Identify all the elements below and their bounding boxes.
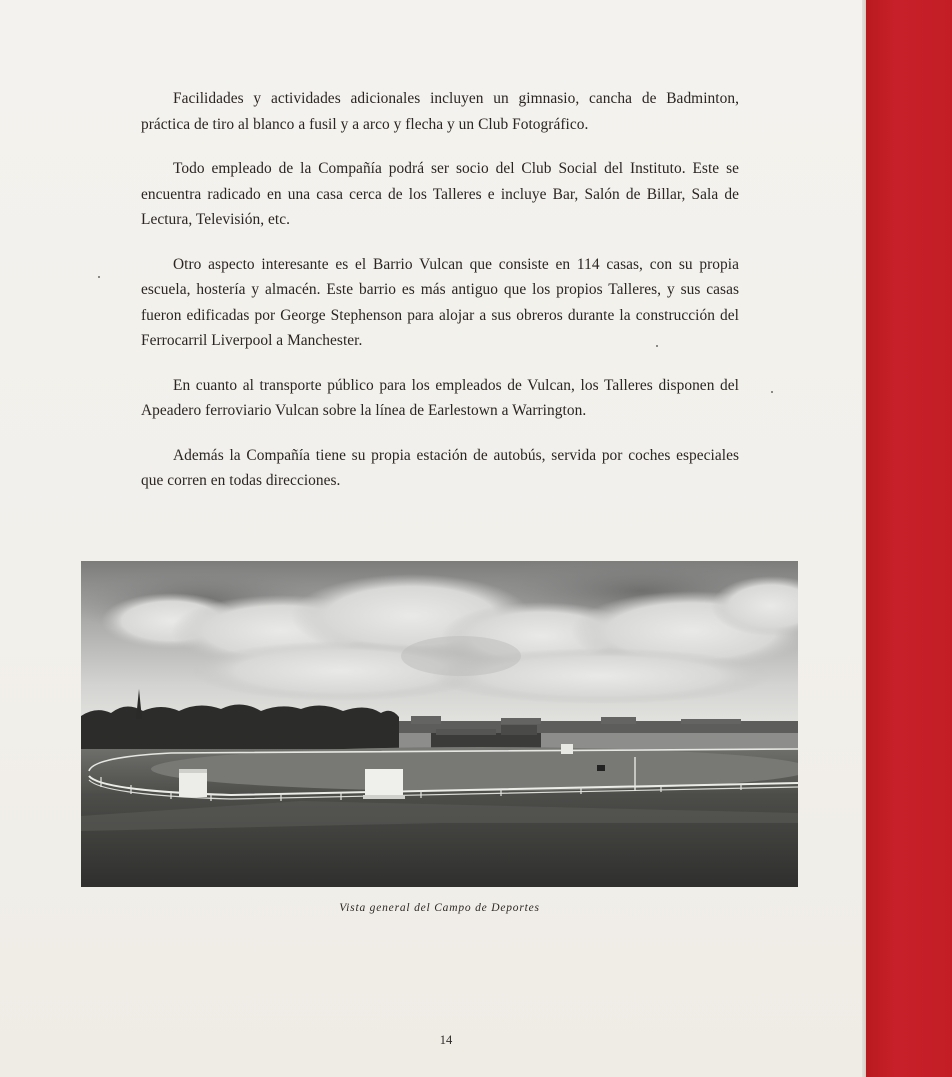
paragraph-bus-station: Además la Compañía tiene su propia estación de autobús, servida por coches especiales que corren en todas direcciones. — [141, 446, 739, 489]
red-cover-edge — [866, 0, 952, 1077]
photo-caption: Vista general del Campo de Deportes — [339, 902, 540, 914]
paragraph-social-club: Todo empleado de la Compañía podrá ser socio del Club Social del Instituto. Este se encuentra radicado en una casa cerca de los Talleres e incluye Bar, Salón de Billar, Sala de Lectura, Televisión, etc. — [141, 160, 739, 228]
paper-speck — [98, 276, 100, 278]
sports-ground-photo — [81, 561, 798, 887]
paragraph-barrio-vulcan: Otro aspecto interesante es el Barrio Vulcan que consiste en 114 casas, con su propia escuela, hostería y almacén. Este barrio es más antiguo que los propios Talleres, y sus casas fueron edificadas por George Stephenson para alojar a sus obreros durante la construcción del Ferrocarril Liverpool a Manchester. — [141, 255, 739, 349]
body-text — [141, 86, 739, 494]
paragraph-public-transport: En cuanto al transporte público para los empleados de Vulcan, los Talleres disponen del Apeadero ferroviario Vulcan sobre la línea de Earlestown a Warrington. — [141, 376, 739, 419]
paper-speck — [771, 391, 773, 393]
paper-speck — [656, 345, 658, 347]
paragraph-facilities: Facilidades y actividades adicionales incluyen un gimnasio, cancha de Badminton, práctica de tiro al blanco a fusil y a arco y flecha y un Club Fotográfico. — [141, 90, 739, 133]
page-number: 14 — [439, 1033, 453, 1047]
